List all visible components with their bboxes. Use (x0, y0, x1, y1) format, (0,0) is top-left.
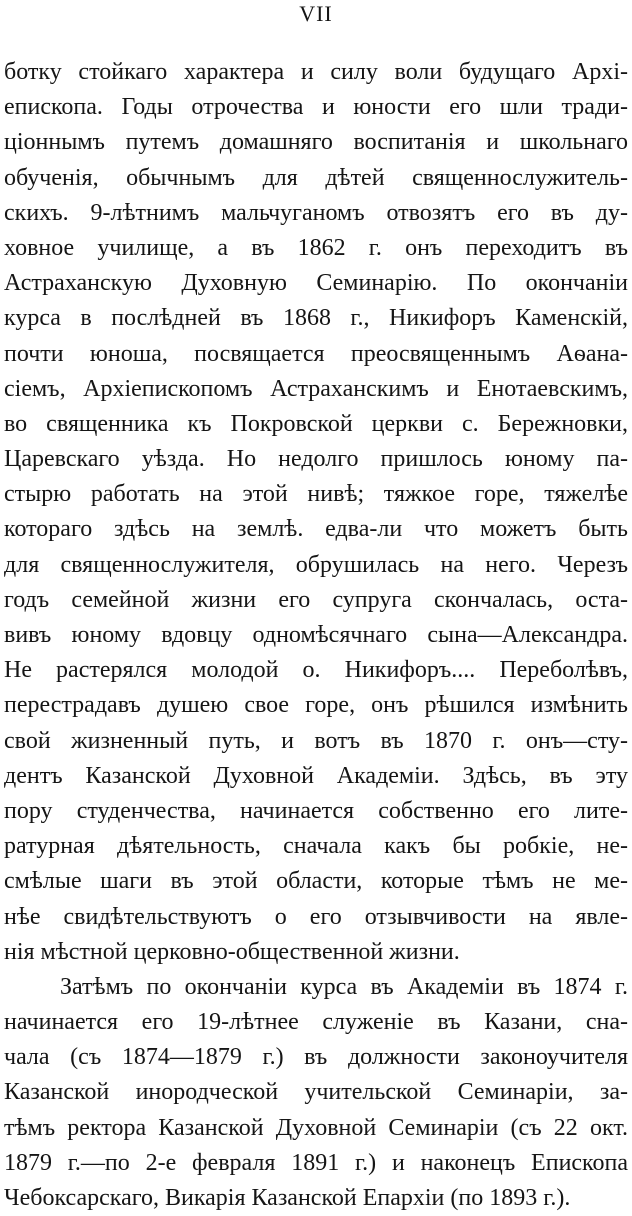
text-line: Казанской инородческой учительской Семинаріи, за- (4, 1079, 628, 1106)
paragraph-1 (4, 55, 628, 970)
text-line: Царевскаго уѣзда. Но недолго пришлось юному па- (4, 446, 628, 473)
text-line: дентъ Казанской Духовной Академіи. Здѣсь, въ эту (4, 762, 628, 789)
text-line: обученія, обычнымъ для дѣтей священнослужитель- (4, 164, 628, 191)
text-line: свой жизненный путь, и вотъ въ 1870 г. онъ—сту- (4, 727, 628, 754)
text-line: тѣмъ ректора Казанской Духовной Семинаріи (съ 22 окт. (4, 1114, 628, 1141)
text-line: курса в послѣдней въ 1868 г., Никифоръ Каменскій, (4, 305, 628, 332)
text-line: Астраханскую Духовную Семинарію. По окончаніи (4, 270, 628, 297)
text-line: сіемъ, Архіепископомъ Астраханскимъ и Енотаевскимъ, (4, 375, 628, 402)
text-line: ратурная дѣятельность, сначала какъ бы робкіе, не- (4, 833, 628, 860)
text-line: для священнослужителя, обрушилась на него. Черезъ (4, 551, 628, 578)
text-line: во священника къ Покровской церкви с. Бережновки, (4, 410, 628, 437)
text-line: Чебоксарскаго, Викарія Казанской Епархіи (по 1893 г.). (4, 1185, 571, 1211)
text-line: смѣлые шаги въ этой области, которые тѣмъ не ме- (4, 868, 628, 895)
text-line: Не растерялся молодой о. Никифоръ.... Переболѣвъ, (4, 657, 628, 684)
text-line: скихъ. 9-лѣтнимъ мальчуганомъ отвозятъ его въ ду- (4, 199, 628, 226)
paragraph-2 (4, 970, 628, 1216)
text-line: чала (съ 1874—1879 г.) въ должности законоучителя (4, 1044, 628, 1071)
text-line: почти юноша, посвящается преосвященнымъ Аѳана- (4, 340, 628, 367)
text-line: начинается его 19-лѣтнее служеніе въ Казани, сна- (4, 1009, 628, 1036)
text-line: епископа. Годы отрочества и юности его шли тради- (4, 94, 628, 121)
text-line: нѣе свидѣтельствуютъ о его отзывчивости на явле- (4, 903, 628, 930)
text-line: стырю работать на этой нивѣ; тяжкое горе, тяжелѣе (4, 481, 628, 508)
text-line: ховное училище, а въ 1862 г. онъ переходитъ въ (4, 234, 628, 261)
page-number: VII (299, 1, 333, 26)
text-line: 1879 г.—по 2-е февраля 1891 г.) и наконецъ Епископа (4, 1149, 628, 1176)
body-text (4, 55, 628, 1216)
text-line: вивъ юному вдовцу одномѣсячнаго сына—Александра. (4, 622, 628, 648)
text-line: нія мѣстной церковно-общественной жизни. (4, 938, 460, 965)
text-line: пору студенчества, начинается собственно его лите- (4, 797, 628, 824)
text-line: Затѣмъ по окончаніи курса въ Академіи въ 1874 г. (60, 973, 628, 1000)
text-line: годъ семейной жизни его супруга скончалась, оста- (4, 586, 628, 613)
text-line: ціоннымъ путемъ домашняго воспитанія и школьнаго (4, 129, 628, 156)
text-line: котораго здѣсь на землѣ. едва-ли что можетъ быть (4, 516, 628, 543)
text-line: перестрадавъ душею свое горе, онъ рѣшился измѣнить (4, 692, 628, 719)
text-line: ботку стойкаго характера и силу воли будущаго Архі- (4, 59, 628, 85)
